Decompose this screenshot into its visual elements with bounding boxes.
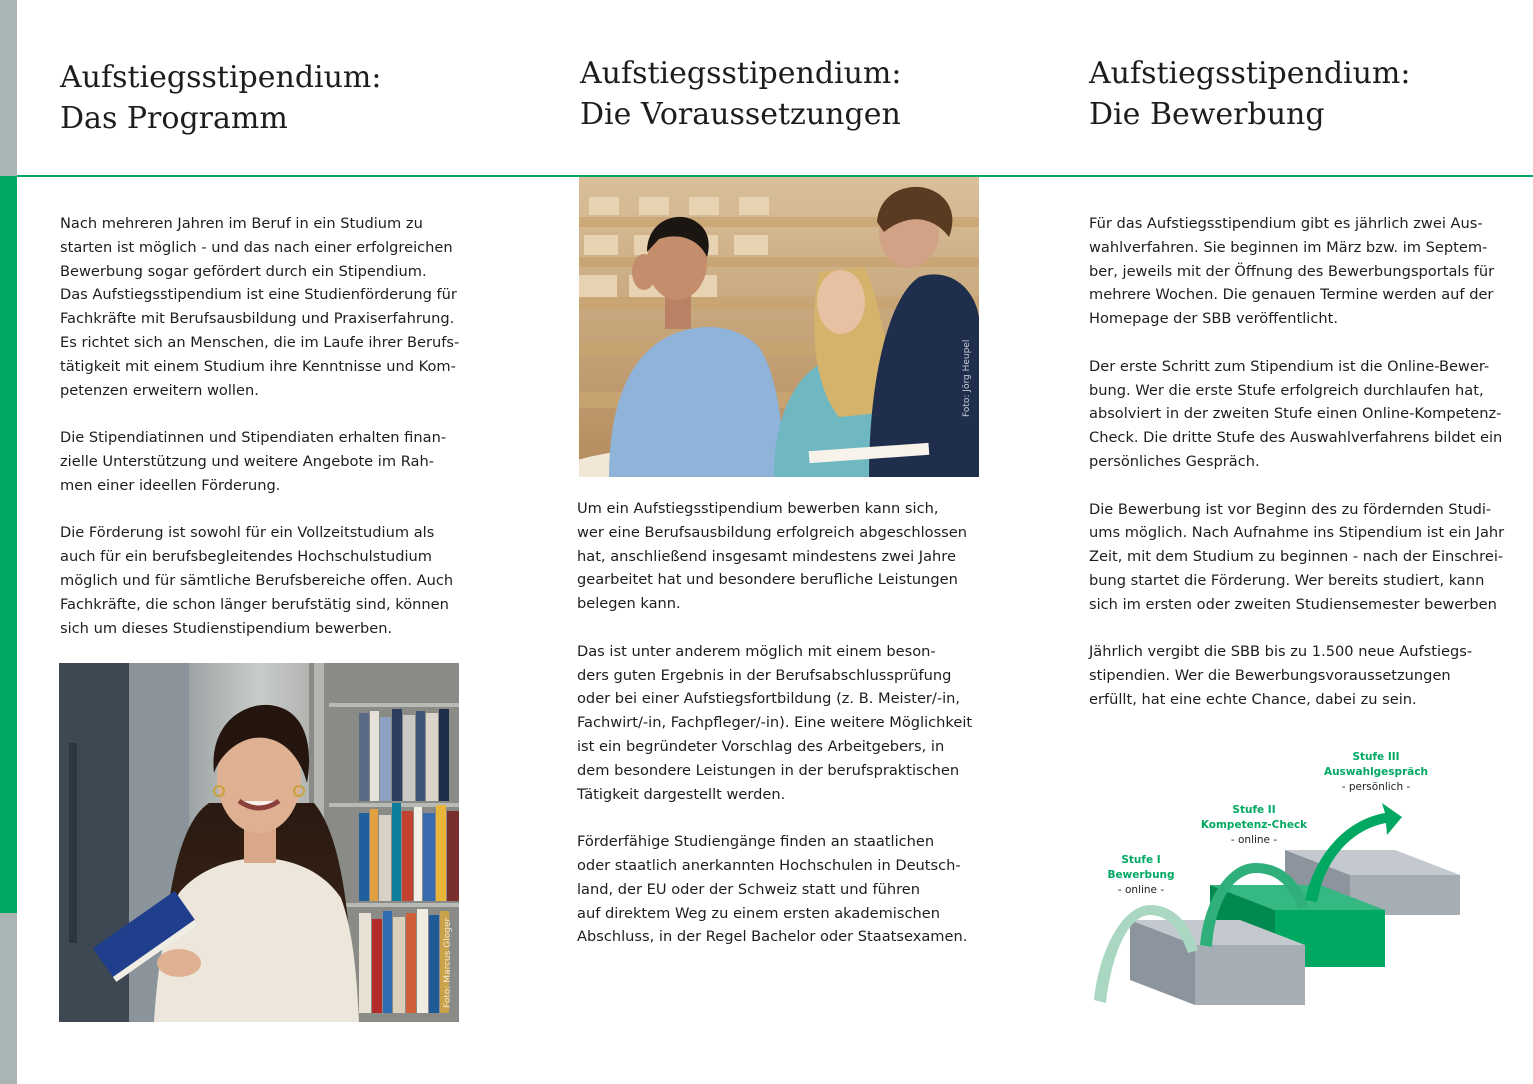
column-programm-text: [60, 212, 480, 664]
text-line: möglich und für sämtliche Berufsbereiche offen. Auch: [60, 571, 454, 589]
text-line: land, der EU oder der Schweiz statt und führen: [577, 880, 921, 898]
stage-mode: - online -: [1117, 884, 1165, 896]
photo-credit: Foto: Marcus Gloger: [443, 917, 453, 1008]
library-photo-illustration: [59, 663, 459, 1022]
text-line: Für das Aufstiegsstipendium gibt es jährlich zwei Aus-: [1089, 215, 1483, 232]
text-line: hat, anschließend insgesamt mindestens zwei Jahre: [577, 547, 956, 565]
edge-bar-green: [0, 176, 17, 913]
text-line: Förderfähige Studiengänge finden an staatlichen: [577, 833, 935, 851]
text-line: Fachkräfte, die schon länger berufstätig sind, können: [60, 595, 449, 613]
text-line: men einer ideellen Förderung.: [60, 476, 281, 494]
text-line: Fachkräfte mit Berufsausbildung und Praxiserfahrung.: [60, 310, 455, 328]
stage-title: Stufe III: [1352, 751, 1400, 763]
text-line: Tätigkeit dargestellt werden.: [577, 785, 786, 803]
text-line: wer eine Berufsausbildung erfolgreich abgeschlossen: [577, 523, 967, 541]
text-line: Fachwirt/-in, Fachpfleger/-in). Eine weitere Möglichkeit: [577, 714, 973, 732]
stage-title: Auswahlgespräch: [1323, 766, 1429, 778]
heading-line: Das Programm: [60, 101, 288, 136]
paragraph: [1089, 212, 1519, 331]
text-line: Das ist unter anderem möglich mit einem beson-: [577, 642, 936, 660]
text-line: Die Stipendiatinnen und Stipendiaten erhalten finan-: [60, 429, 447, 447]
edge-bar-grey-top: [0, 0, 17, 176]
heading-bewerbung: [1089, 53, 1411, 135]
stage-1-label: [1090, 853, 1192, 898]
text-line: tätigkeit mit einem Studium ihre Kenntnisse und Kom-: [60, 357, 456, 375]
text-line: starten ist möglich - und das nach einer erfolgreichen: [60, 238, 453, 256]
text-line: bung. Wer die erste Stufe erfolgreich durchlaufen hat,: [1089, 381, 1484, 399]
text-line: Check. Die dritte Stufe des Auswahlverfahrens bildet ein: [1089, 429, 1503, 447]
text-line: Zeit, mit dem Studium zu beginnen - nach der Einschrei-: [1089, 548, 1504, 566]
photo-credit: Foto: Jörg Heupel: [962, 339, 972, 417]
paragraph: [1089, 498, 1519, 617]
text-line: sich um dieses Studienstipendium bewerben.: [60, 619, 393, 637]
column-voraussetzungen-text: [577, 497, 997, 973]
text-line: gearbeitet hat und besondere berufliche Leistungen: [577, 571, 958, 589]
stage-mode: - online -: [1230, 834, 1278, 846]
photo-woman-library: [59, 663, 459, 1022]
text-line: belegen kann.: [577, 595, 681, 613]
text-line: Die Förderung ist sowohl für ein Vollzeitstudium als: [60, 524, 435, 542]
heading-programm: [60, 57, 382, 139]
text-line: ders guten Ergebnis in der Berufsabschlussprüfung: [577, 666, 952, 684]
text-line: erfüllt, hat eine echte Chance, dabei zu sein.: [1089, 690, 1417, 708]
stage-3-label: [1306, 750, 1446, 795]
text-line: zielle Unterstützung und weitere Angebote im Rah-: [60, 452, 434, 470]
text-line: stipendien. Wer die Bewerbungsvoraussetzungen: [1089, 667, 1451, 685]
text-line: ums möglich. Nach Aufnahme ins Stipendium ist ein Jahr: [1089, 524, 1505, 542]
stage-title: Kompetenz-Check: [1200, 819, 1308, 831]
paragraph: [60, 521, 480, 640]
text-line: Nach mehreren Jahren im Beruf in ein Studium zu: [60, 215, 423, 232]
paragraph: [60, 426, 480, 497]
text-line: Das Aufstiegsstipendium ist eine Studienförderung für: [60, 286, 457, 304]
text-line: Es richtet sich an Menschen, die im Laufe ihrer Berufs-: [60, 333, 460, 351]
text-line: ber, jeweils mit der Öffnung des Bewerbungsportals für: [1089, 262, 1495, 280]
paragraph: [577, 830, 997, 949]
text-line: persönliches Gespräch.: [1089, 452, 1260, 470]
stage-title: Stufe I: [1121, 854, 1161, 866]
column-bewerbung-text: [1089, 212, 1519, 736]
text-line: auf direktem Weg zu einem ersten akademischen: [577, 904, 940, 922]
text-line: Homepage der SBB veröffentlicht.: [1089, 310, 1338, 328]
text-line: Abschluss, in der Regel Bachelor oder Staatsexamen.: [577, 928, 968, 946]
paragraph: [1089, 640, 1519, 711]
paragraph: [577, 497, 997, 616]
stage-title: Bewerbung: [1107, 869, 1175, 881]
paragraph: [1089, 355, 1519, 474]
text-line: ist ein begründeter Vorschlag des Arbeitgebers, in: [577, 737, 945, 755]
text-line: mehrere Wochen. Die genauen Termine werden auf der: [1089, 286, 1494, 304]
heading-line: Die Voraussetzungen: [580, 97, 901, 132]
heading-line: Aufstiegsstipendium:: [580, 56, 902, 91]
text-line: wahlverfahren. Sie beginnen im März bzw. im Septem-: [1089, 238, 1488, 256]
stage-mode: - persönlich -: [1341, 781, 1411, 793]
text-line: petenzen erweitern wollen.: [60, 381, 259, 399]
text-line: oder staatlich anerkannten Hochschulen in Deutsch-: [577, 856, 961, 874]
paragraph: [577, 640, 997, 807]
photo-group-lecture-hall: [579, 177, 979, 477]
edge-bar-grey-bottom: [0, 913, 17, 1084]
text-line: Die Bewerbung ist vor Beginn des zu fördernden Studi-: [1089, 500, 1492, 518]
stage-title: Stufe II: [1232, 804, 1276, 816]
heading-line: Aufstiegsstipendium:: [60, 60, 382, 95]
lecture-photo-illustration: [579, 177, 979, 477]
text-line: Bewerbung sogar gefördert durch ein Stipendium.: [60, 262, 427, 280]
heading-line: Aufstiegsstipendium:: [1089, 56, 1411, 91]
text-line: Der erste Schritt zum Stipendium ist die Online-Bewer-: [1089, 357, 1490, 375]
text-line: dem besondere Leistungen in der berufspraktischen: [577, 761, 960, 779]
text-line: bung startet die Förderung. Wer bereits studiert, kann: [1089, 571, 1485, 589]
heading-line: Die Bewerbung: [1089, 97, 1325, 132]
text-line: auch für ein berufsbegleitendes Hochschulstudium: [60, 548, 433, 566]
step-1-front: [1195, 945, 1305, 1005]
text-line: Um ein Aufstiegsstipendium bewerben kann sich,: [577, 500, 939, 517]
paragraph: [60, 212, 480, 402]
stage-2-label: [1184, 803, 1324, 848]
heading-voraussetzungen: [580, 53, 902, 135]
text-line: Jährlich vergibt die SBB bis zu 1.500 neue Aufstiegs-: [1089, 643, 1473, 661]
text-line: absolviert in der zweiten Stufe einen Online-Kompetenz-: [1089, 405, 1502, 423]
text-line: sich im ersten oder zweiten Studiensemester bewerben: [1089, 595, 1497, 613]
stages-diagram: [1080, 745, 1500, 1015]
text-line: oder bei einer Aufstiegsfortbildung (z. B. Meister/-in,: [577, 690, 961, 708]
